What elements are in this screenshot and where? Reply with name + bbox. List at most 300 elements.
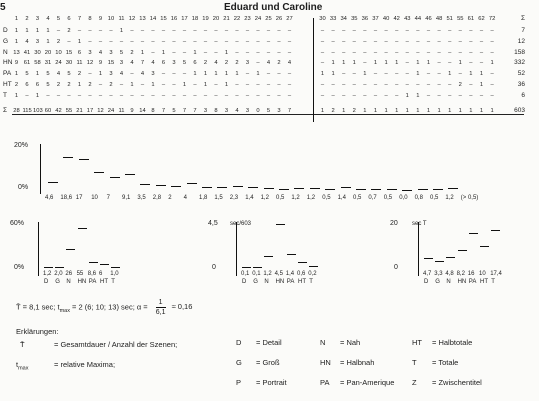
table-cell: –	[88, 28, 92, 34]
bar-mark	[310, 188, 320, 189]
table-cell: 1	[458, 60, 462, 67]
table-cell: 4	[98, 49, 103, 56]
table-cell: 1	[416, 92, 420, 99]
table-cell: 1	[35, 28, 40, 34]
table-cell: 9	[14, 60, 19, 67]
legend-tmax-symbol: $t_{max}$	[16, 360, 29, 372]
table-cell: –	[405, 82, 409, 88]
category-label: T	[491, 279, 495, 285]
table-cell: –	[469, 60, 473, 67]
table-separator-line	[12, 114, 524, 115]
bar-value-label: 1,4	[285, 271, 295, 277]
table-cell: 4	[214, 60, 218, 67]
bar-value-label: 0,8	[414, 195, 423, 201]
table-col-header: 30	[319, 16, 326, 22]
category-label: G	[253, 279, 258, 285]
table-cell: –	[331, 92, 335, 99]
table-cell: –	[363, 49, 367, 56]
bar-mark	[94, 172, 104, 173]
table-cell: –	[458, 71, 462, 78]
table-cell: 1	[193, 49, 197, 56]
table-cell: –	[384, 28, 388, 34]
table-cell: –	[266, 92, 271, 99]
table-cell: 1	[182, 82, 187, 88]
table-cell: –	[448, 60, 452, 67]
bar-value-label: 7	[106, 195, 110, 201]
table-col-header: 51	[446, 16, 453, 22]
table-cell: 5	[172, 107, 176, 114]
table-cell: –	[405, 49, 409, 56]
bar-value-label: 0,5	[353, 195, 362, 201]
table-cell: 5	[266, 107, 271, 114]
table-cell: 6	[25, 82, 29, 88]
abbr-key: N	[320, 338, 326, 347]
table-cell: –	[214, 92, 218, 99]
table-cell: –	[193, 92, 197, 99]
table-cell: –	[172, 71, 176, 78]
bar-value-label: 0,0	[399, 195, 408, 201]
bar-mark	[264, 188, 274, 189]
table-cell: 1	[35, 71, 40, 78]
table-cell: –	[203, 38, 208, 45]
table-cell: 1	[151, 82, 155, 88]
abbr-key: D	[236, 338, 242, 347]
table-cell: –	[46, 92, 50, 99]
table-cell: –	[437, 28, 441, 34]
table-cell: –	[342, 38, 346, 45]
bar-value-label: 18,6	[60, 195, 73, 201]
table-cell: –	[203, 49, 208, 56]
table-cell: –	[342, 49, 346, 56]
table-cell: –	[352, 92, 356, 99]
table-cell: 12	[86, 60, 94, 67]
table-cell: –	[182, 49, 187, 56]
bar-mark	[248, 187, 258, 188]
table-cell: 2	[458, 82, 462, 88]
bar-mark	[264, 256, 273, 257]
bar-value-label: (> 0,5)	[460, 195, 479, 201]
table-cell: –	[373, 28, 378, 34]
table-cell: –	[245, 38, 250, 45]
table-cell: 21	[76, 107, 83, 114]
bar-mark	[371, 189, 381, 190]
table-col-header: 19	[202, 16, 209, 22]
bar-value-label: 4,7	[423, 271, 432, 277]
bar-mark	[125, 174, 135, 175]
table-cell: –	[479, 38, 484, 45]
table-cell: –	[448, 28, 452, 34]
bar-value-label: 17,4	[490, 271, 502, 277]
table-row-total: 36	[517, 81, 525, 88]
bar-value-label: 1,2	[445, 195, 454, 201]
table-row-total: 52	[517, 70, 525, 78]
table-cell: –	[172, 38, 176, 45]
bar-mark	[276, 224, 285, 225]
table-cell: –	[182, 71, 187, 78]
abbr-key: HT	[412, 338, 422, 347]
table-cell: –	[373, 92, 378, 99]
table-cell: 2	[224, 60, 229, 67]
category-label: HT	[298, 279, 306, 285]
table-cell: –	[119, 82, 124, 88]
table-col-header: 10	[107, 16, 115, 22]
table-cell: 1	[352, 60, 356, 67]
table-cell: 12	[97, 107, 104, 114]
table-cell: 1	[46, 28, 50, 34]
table-cell: 7	[287, 107, 292, 114]
table-cell: –	[363, 82, 367, 88]
table-cell: –	[448, 38, 452, 45]
table-cell: 1	[363, 71, 367, 78]
table-cell: 1	[35, 92, 40, 99]
table-cell: –	[458, 92, 462, 99]
table-cell: –	[363, 60, 367, 67]
bar-value-label: 0,2	[308, 271, 317, 277]
percentage-by-shot-chart	[0, 216, 180, 290]
table-cell: –	[320, 60, 325, 67]
table-cell: –	[458, 38, 462, 45]
table-col-header: 27	[286, 16, 293, 22]
table-cell: –	[469, 92, 473, 99]
table-cell: 61	[23, 60, 31, 67]
table-cell: –	[182, 28, 187, 34]
table-cell: 1	[98, 71, 103, 78]
table-cell: 1	[363, 107, 367, 114]
bar-value-label: 4	[183, 195, 187, 201]
table-cell: 1	[14, 71, 19, 78]
bar-value-label: 26	[65, 271, 73, 277]
table-cell: –	[479, 60, 484, 67]
table-cell: 2	[67, 82, 71, 88]
table-cell: –	[214, 38, 218, 45]
bar-value-label: 0,1	[252, 271, 261, 277]
table-cell: –	[373, 49, 378, 56]
table-cell: –	[331, 38, 335, 45]
table-cell: 9	[130, 107, 134, 114]
table-cell: –	[287, 38, 292, 45]
table-cell: –	[352, 38, 356, 45]
table-cell: 6	[161, 60, 166, 67]
table-cell: –	[287, 71, 292, 78]
table-cell: 58	[34, 60, 41, 67]
bar-value-label: 8,6	[87, 271, 97, 277]
table-cell: 4	[25, 38, 29, 45]
table-cell: –	[395, 49, 399, 56]
table-cell: –	[277, 92, 281, 99]
table-cell: 1	[224, 82, 229, 88]
table-cell: –	[109, 38, 113, 45]
category-label: PA	[468, 279, 477, 285]
table-cell: –	[395, 82, 399, 88]
table-cell: –	[342, 71, 346, 78]
bar-value-label: 2,0	[54, 271, 63, 277]
table-cell: 1	[224, 71, 229, 78]
table-cell: –	[203, 92, 208, 99]
table-cell: –	[245, 49, 250, 56]
table-cell: –	[214, 82, 218, 88]
table-cell: 5	[119, 49, 124, 56]
bar-mark	[233, 186, 243, 187]
table-row-total: 158	[514, 48, 525, 56]
table-cell: 1	[119, 28, 124, 34]
table-column-divider	[313, 18, 314, 122]
abbr-value: = Groß	[256, 358, 280, 367]
bar-value-label: 0,6	[297, 271, 306, 277]
bar-mark	[187, 183, 197, 184]
table-cell: –	[256, 38, 260, 45]
table-cell: 11	[76, 60, 83, 67]
table-col-header: 43	[404, 16, 411, 22]
table-cell: 2	[56, 38, 61, 45]
table-cell: 55	[65, 107, 73, 114]
abbr-value: = Nah	[340, 338, 361, 347]
table-cell: –	[256, 92, 260, 99]
bar-mark	[469, 233, 478, 234]
table-col-header: 9	[98, 16, 103, 22]
bar-mark	[446, 257, 455, 258]
table-cell: –	[416, 28, 420, 34]
table-col-header: 16	[170, 16, 178, 22]
table-cell: –	[235, 49, 239, 56]
table-cell: –	[437, 82, 441, 88]
table-cell: 1	[405, 92, 409, 99]
table-col-header: 35	[351, 16, 358, 22]
table-cell: –	[437, 71, 441, 78]
table-cell: 1	[479, 71, 484, 78]
category-label: HN	[275, 279, 285, 285]
formula-line: T̄ = 8,1 sec; $t_{max} = 2$ (6; 10; 13) sec; α = $\frac{1}{6,1}$ ≈ 0,16	[16, 299, 193, 316]
bar-mark	[418, 189, 428, 190]
table-cell: 1	[490, 107, 494, 114]
bar-mark	[63, 157, 73, 158]
abbr-value: = Totale	[432, 358, 459, 367]
bar-value-label: 0,1	[241, 271, 250, 277]
table-cell: –	[140, 92, 145, 99]
table-cell: –	[67, 92, 71, 99]
table-cell: 1	[214, 71, 218, 78]
table-cell: 10	[55, 49, 62, 56]
table-cell: –	[235, 28, 239, 34]
abbr-value: = Halbnah	[340, 358, 375, 367]
table-cell: –	[161, 92, 166, 99]
bar-value-label: 4,6	[45, 195, 54, 201]
category-label: D	[242, 279, 247, 285]
bar-value-label: 1,0	[110, 271, 119, 277]
table-cell: –	[266, 71, 271, 78]
table-cell: –	[287, 82, 292, 88]
table-cell: –	[426, 49, 431, 56]
table-cell: 1	[256, 71, 260, 78]
table-row-label: G	[3, 37, 9, 45]
table-cell: –	[426, 38, 431, 45]
table-cell: –	[352, 71, 356, 78]
table-cell: 103	[33, 107, 43, 114]
table-cell: –	[130, 38, 134, 45]
table-cell: –	[426, 28, 431, 34]
table-cell: –	[405, 38, 409, 45]
table-cell: –	[490, 92, 494, 99]
table-cell: –	[172, 28, 176, 34]
table-cell: –	[448, 92, 452, 99]
table-cell: 2	[130, 49, 134, 56]
table-cell: 1	[395, 60, 399, 67]
category-label: HN	[77, 279, 87, 285]
table-cell: 7	[193, 107, 197, 114]
bar-value-label: 10	[91, 195, 98, 201]
table-cell: –	[384, 49, 388, 56]
table-cell: –	[384, 38, 388, 45]
table-cell: –	[277, 38, 281, 45]
table-cell: 3	[203, 107, 208, 114]
category-label: HT	[480, 279, 488, 285]
table-cell: –	[395, 28, 399, 34]
bar-value-label: 0,5	[276, 195, 285, 201]
table-col-header: 42	[393, 16, 400, 22]
table-cell: 4	[56, 71, 61, 78]
table-cell: –	[235, 38, 239, 45]
bar-mark	[100, 264, 109, 265]
bar-value-label: 3,3	[434, 271, 443, 277]
table-col-header: 3	[35, 16, 40, 22]
y-axis-bottom-label: 0	[394, 264, 398, 271]
table-cell: 1	[384, 107, 388, 114]
y-axis	[40, 144, 41, 194]
table-cell: 14	[139, 107, 146, 114]
table-cell: –	[224, 28, 229, 34]
legend-t-symbol: T̄	[20, 340, 25, 349]
bar-mark	[79, 159, 89, 160]
table-col-header: 25	[265, 16, 272, 22]
category-label: N	[446, 279, 451, 285]
y-axis-top-label: 4,5	[208, 220, 218, 227]
frequency-table	[0, 14, 539, 126]
table-cell: 3	[88, 49, 92, 56]
table-col-header: 14	[149, 16, 157, 22]
table-cell: 3	[172, 60, 176, 67]
table-cell: –	[287, 28, 292, 34]
table-cell: 1	[235, 71, 239, 78]
table-cell: –	[363, 92, 367, 99]
table-cell: –	[151, 28, 155, 34]
table-cell: 7	[182, 107, 187, 114]
category-label: D	[44, 279, 49, 285]
table-cell: 2	[88, 82, 92, 88]
bar-mark	[424, 258, 433, 259]
table-cell: 5	[25, 71, 29, 78]
table-cell: –	[224, 38, 229, 45]
table-col-header: 2	[25, 16, 29, 22]
table-col-header: 26	[275, 16, 283, 22]
bar-mark	[55, 267, 64, 268]
table-col-header: 46	[425, 16, 432, 22]
category-label: N	[66, 279, 71, 285]
table-col-header: 44	[414, 16, 422, 22]
table-cell: –	[193, 28, 197, 34]
table-cell: –	[277, 28, 281, 34]
table-cell: –	[98, 28, 103, 34]
table-cell: –	[416, 38, 420, 45]
table-sum-header: Σ	[520, 15, 525, 22]
table-cell: –	[416, 49, 420, 56]
abbr-value: = Portrait	[256, 378, 287, 387]
table-col-header: 5	[56, 16, 61, 22]
table-cell: –	[245, 71, 250, 78]
table-cell: 1	[320, 71, 325, 78]
table-cell: –	[256, 82, 260, 88]
bar-value-label: 1,2	[260, 195, 269, 201]
table-cell: –	[77, 28, 82, 34]
bar-mark	[48, 182, 58, 183]
abbr-key: G	[236, 358, 242, 367]
table-col-header: 11	[118, 16, 125, 22]
table-cell: 3	[35, 38, 40, 45]
y-axis-top-label: 60%	[10, 220, 25, 227]
table-cell: –	[77, 92, 82, 99]
table-row-label: PA	[3, 70, 12, 78]
table-cell: 4	[140, 71, 145, 78]
table-cell: –	[245, 28, 250, 34]
table-cell: 1	[342, 60, 346, 67]
table-cell: 3	[277, 107, 281, 114]
table-col-header: 23	[244, 16, 251, 22]
abbr-key: T	[412, 358, 417, 367]
table-cell: –	[151, 38, 155, 45]
table-cell: –	[277, 82, 281, 88]
table-cell: 2	[277, 60, 281, 67]
table-cell: 7	[140, 60, 145, 67]
table-cell: 1	[161, 49, 166, 56]
bar-value-label: 1,2	[306, 195, 316, 201]
table-cell: 2	[14, 82, 19, 88]
table-cell: –	[342, 92, 346, 99]
table-cell: 1	[46, 38, 50, 45]
table-cell: 6	[193, 60, 197, 67]
table-cell: –	[130, 92, 134, 99]
bar-value-label: 1,2	[291, 195, 300, 201]
table-cell: –	[193, 82, 197, 88]
table-cell: –	[172, 92, 176, 99]
table-cell: –	[256, 28, 260, 34]
bar-value-label: 0,5	[430, 195, 439, 201]
table-cell: –	[448, 49, 452, 56]
table-cell: –	[352, 28, 356, 34]
bar-mark	[435, 261, 444, 262]
abbr-key: PA	[320, 378, 330, 387]
table-col-header: 36	[361, 16, 369, 22]
bar-value-label: 10	[479, 271, 486, 277]
table-cell: 6	[35, 82, 40, 88]
table-cell: –	[373, 38, 378, 45]
table-col-header: 13	[139, 16, 146, 22]
table-cell: –	[405, 71, 409, 78]
table-cell: –	[352, 82, 356, 88]
table-cell: –	[214, 28, 218, 34]
bar-value-label: 2	[168, 195, 172, 201]
bar-value-label: 0,5	[322, 195, 331, 201]
bar-mark	[44, 267, 53, 268]
y-axis-unit-label: sec/603	[230, 221, 252, 227]
table-cell: 1	[479, 82, 484, 88]
table-cell: –	[395, 38, 399, 45]
table-cell: 20	[44, 49, 52, 56]
bar-mark	[402, 190, 412, 191]
table-col-header: 6	[67, 16, 71, 22]
table-cell: –	[151, 49, 155, 56]
bar-value-label: 2,8	[152, 195, 162, 201]
table-cell: 1	[130, 82, 134, 88]
table-cell: 5	[67, 71, 71, 78]
table-cell: 6	[77, 49, 82, 56]
